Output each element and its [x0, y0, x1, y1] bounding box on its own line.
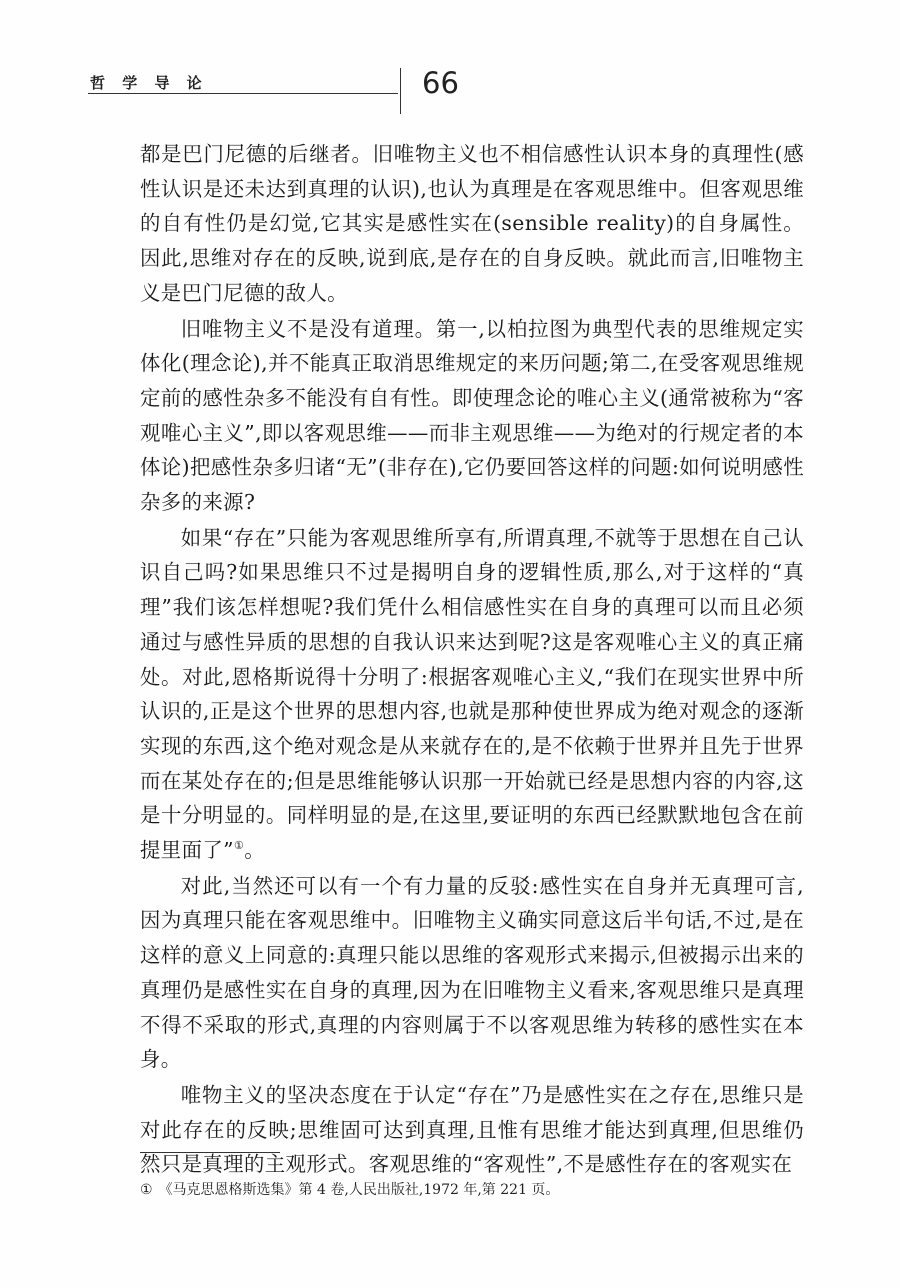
footnote-rule	[140, 1152, 280, 1153]
header-rule	[88, 93, 398, 94]
paragraph: 唯物主义的坚决态度在于认定“存在”乃是感性实在之存在,思维只是对此存在的反映;思维固可达到真理,且惟有思维才能达到真理,但思维仍然只是真理的主观形式。客观思维的“客观性”,不是感性存在的客观实在	[140, 1082, 804, 1177]
footnote-mark: ①	[140, 1182, 153, 1198]
paragraph-text: 如果“存在”只能为客观思维所享有,所谓真理,不就等于思想在自己认识自己吗?如果思维只不过是揭明自身的逻辑性质,那么,对于这样的“真理”我们该怎样想呢?我们凭什么相信感性实在自身的真理可以而且必须通过与感性异质的思想的自我认识来达到呢?这是客观唯心主义的真正痛处。对此,恩格斯说得十分明了:根据客观唯心主义,“我们在现实世界中所认识的,正是这个世界的思想内容,也就是那种使世界成为绝对观念的逐渐实现的东西,这个绝对观念是从来就存在的,是不依赖于世界并且先于世界而在某处存在的;但是思维能够认识那一开始就已经是思想内容的内容,这是十分明显的。同样明显的是,在这里,要证明的东西已经默默地包含在前提里面了”	[140, 525, 804, 863]
paragraph: 都是巴门尼德的后继者。旧唯物主义也不相信感性认识本身的真理性(感性认识是还未达到真理的认识),也认为真理是在客观思维中。但客观思维的自有性仍是幻觉,它其实是感性实在(sensible reality)的自身属性。因此,思维对存在的反映,说到底,是存在的自身反映。就此而言,旧唯物主义是巴门尼德的敌人。	[140, 142, 804, 305]
page-number: 66	[422, 66, 459, 100]
footnote-text: 《马克思恩格斯选集》第 4 卷,人民出版社,1972 年,第 221 页。	[158, 1182, 560, 1198]
paragraph	[140, 521, 804, 868]
book-title: 哲 学 导 论	[90, 74, 208, 92]
paragraph: 旧唯物主义不是没有道理。第一,以柏拉图为典型代表的思维规定实体化(理念论),并不能真正取消思维规定的来历问题;第二,在受客观思维规定前的感性杂多不能没有自有性。即使理念论的唯心主义(通常被称为“客观唯心主义”,即以客观思维——而非主观思维——为绝对的行规定者的本体论)把感性杂多归诸“无”(非存在),它仍要回答这样的问题:如何说明感性杂多的来源?	[140, 316, 804, 515]
footnote	[140, 1180, 804, 1200]
paragraph-tail: 。	[244, 838, 266, 863]
paragraph: 对此,当然还可以有一个有力量的反驳:感性实在自身并无真理可言,因为真理只能在客观思维中。旧唯物主义确实同意这后半句话,不过,是在这样的意义上同意的:真理只能以思维的客观形式来揭示,但被揭示出来的真理仍是感性实在自身的真理,因为在旧唯物主义看来,客观思维只是真理不得不采取的形式,真理的内容则属于不以客观思维为转移的感性实在本身。	[140, 873, 804, 1072]
running-header	[88, 66, 808, 116]
body-text	[140, 137, 804, 1182]
footnote-reference[interactable]: ①	[234, 839, 245, 853]
header-divider	[400, 68, 401, 114]
